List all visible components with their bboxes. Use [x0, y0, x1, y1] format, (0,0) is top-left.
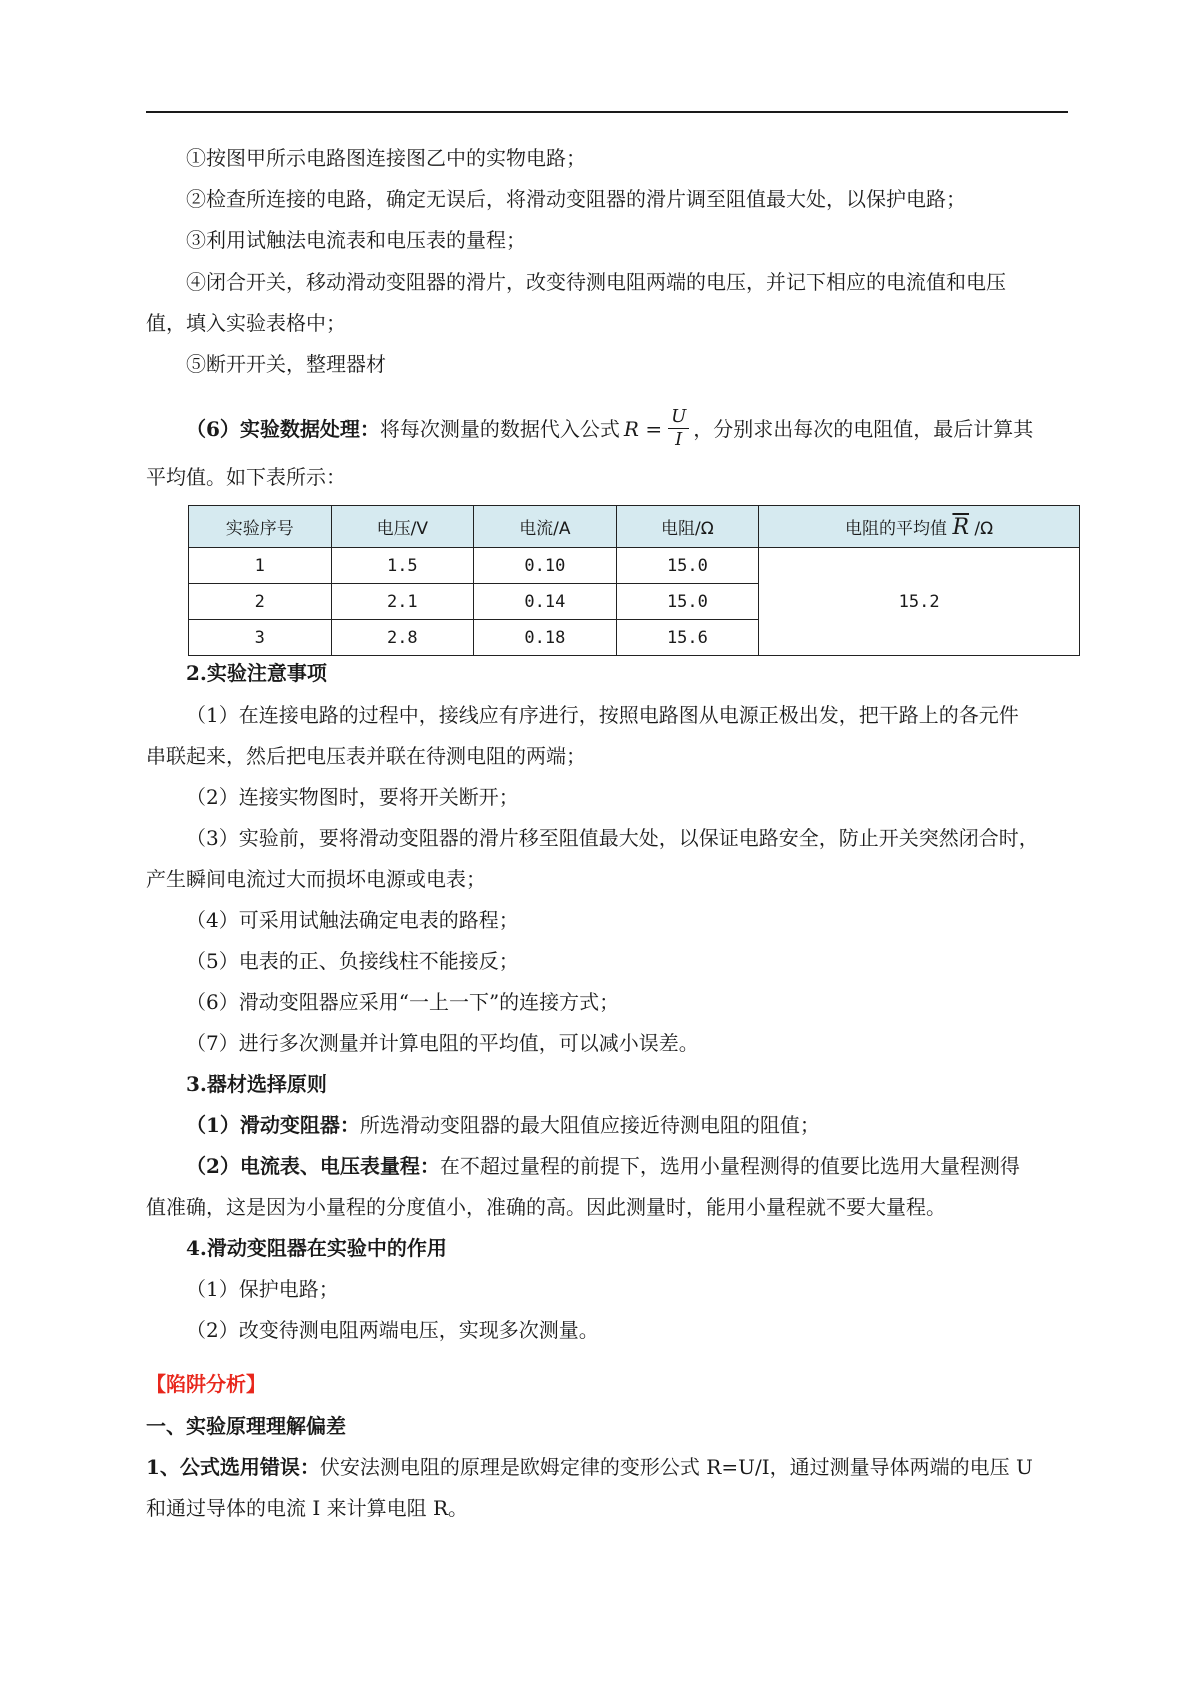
section3-item1-text: 所选滑动变阻器的最大阻值应接近待测电阻的阻值； — [359, 1113, 820, 1137]
table-cell: 0.14 — [474, 584, 617, 620]
formula-lhs: R = — [623, 416, 663, 441]
trap-title: 【陷阱分析】 — [146, 1372, 266, 1396]
section2-line: （6）滑动变阻器应采用“一上一下”的连接方式； — [186, 990, 620, 1014]
resistance-formula — [624, 406, 689, 451]
section2-heading: 2.实验注意事项 — [186, 661, 327, 685]
data-processing-text-after: ，分别求出每次的电阻值，最后计算其 — [693, 416, 1034, 441]
section2-line: （2）连接实物图时，要将开关断开； — [186, 785, 519, 809]
header-resistance: 电阻/Ω — [616, 506, 759, 548]
table-cell: 0.10 — [474, 548, 617, 584]
trap-subheading: 一、实验原理理解偏差 — [146, 1414, 346, 1438]
section3-heading: 3.器材选择原则 — [186, 1072, 327, 1096]
table-cell: 15.0 — [616, 548, 759, 584]
data-processing-line2: 平均值。如下表所示： — [146, 465, 346, 489]
step-3: ③利用试触法电流表和电压表的量程； — [186, 228, 526, 252]
trap-item1-text: 伏安法测电阻的原理是欧姆定律的变形公式 R=U/I，通过测量导体两端的电压 U — [319, 1455, 1033, 1479]
table-cell: 0.18 — [474, 620, 617, 656]
step-2: ②检查所连接的电路，确定无误后，将滑动变阻器的滑片调至阻值最大处，以保护电路； — [186, 187, 966, 211]
header-average — [759, 506, 1080, 548]
section3-item2-cont: 值准确，这是因为小量程的分度值小，准确的高。因此测量时，能用小量程就不要大量程。 — [146, 1195, 946, 1219]
table-cell: 2.1 — [331, 584, 474, 620]
table-header-row — [189, 506, 1080, 548]
formula-denominator: I — [675, 429, 683, 450]
section3-item2-text: 在不超过量程的前提下，选用小量程测得的值要比选用大量程测得 — [439, 1154, 1020, 1178]
header-average-prefix: 电阻的平均值 — [845, 518, 948, 539]
data-processing-label: （6）实验数据处理： — [186, 416, 380, 441]
data-table — [188, 505, 1080, 656]
trap-item1 — [146, 1455, 1033, 1479]
section2-line: 串联起来，然后把电压表并联在待测电阻的两端； — [146, 744, 586, 768]
section3-item1 — [186, 1113, 820, 1137]
formula-fraction — [668, 406, 689, 451]
section4-line: （2）改变待测电阻两端电压，实现多次测量。 — [186, 1318, 599, 1342]
step-4: ④闭合开关，移动滑动变阻器的滑片，改变待测电阻两端的电压，并记下相应的电流值和电压 — [186, 270, 1006, 294]
header-rule — [146, 111, 1068, 113]
table-cell: 2 — [189, 584, 332, 620]
section2-line: （4）可采用试触法确定电表的路程； — [186, 908, 519, 932]
section3-item2 — [186, 1154, 1020, 1178]
trap-item1-label: 1、公式选用错误： — [146, 1455, 320, 1479]
section2-line: （3）实验前，要将滑动变阻器的滑片移至阻值最大处，以保证电路安全，防止开关突然闭合时， — [186, 826, 1039, 850]
section2-line: （1）在连接电路的过程中，接线应有序进行，按照电路图从电源正极出发，把干路上的各元件 — [186, 703, 1019, 727]
table-cell: 15.6 — [616, 620, 759, 656]
header-trial: 实验序号 — [189, 506, 332, 548]
data-processing-line — [186, 406, 1033, 451]
step-1: ①按图甲所示电路图连接图乙中的实物电路； — [186, 146, 586, 170]
table-cell: 1 — [189, 548, 332, 584]
section4-heading: 4.滑动变阻器在实验中的作用 — [186, 1236, 447, 1260]
header-average-suffix: /Ω — [974, 518, 994, 539]
section2-line: （5）电表的正、负接线柱不能接反； — [186, 949, 519, 973]
formula-numerator: U — [668, 406, 689, 429]
trap-item1-cont: 和通过导体的电流 I 来计算电阻 R。 — [146, 1496, 469, 1520]
header-average-symbol: $\overline{R}$ — [952, 514, 970, 540]
section2-line: 产生瞬间电流过大而损坏电源或电表； — [146, 867, 486, 891]
table-cell: 3 — [189, 620, 332, 656]
table-cell: 15.0 — [616, 584, 759, 620]
section3-item1-label: （1）滑动变阻器： — [186, 1113, 360, 1137]
step-5: ⑤断开开关，整理器材 — [186, 352, 386, 376]
section4-line: （1）保护电路； — [186, 1277, 339, 1301]
table-row — [189, 548, 1080, 584]
header-voltage: 电压/V — [331, 506, 474, 548]
data-processing-text: 将每次测量的数据代入公式 — [379, 416, 620, 441]
table-cell: 2.8 — [331, 620, 474, 656]
header-current: 电流/A — [474, 506, 617, 548]
average-cell: 15.2 — [759, 548, 1080, 656]
table-cell: 1.5 — [331, 548, 474, 584]
section3-item2-label: （2）电流表、电压表量程： — [186, 1154, 440, 1178]
section2-line: （7）进行多次测量并计算电阻的平均值，可以减小误差。 — [186, 1031, 699, 1055]
step-4-cont: 值，填入实验表格中； — [146, 311, 346, 335]
